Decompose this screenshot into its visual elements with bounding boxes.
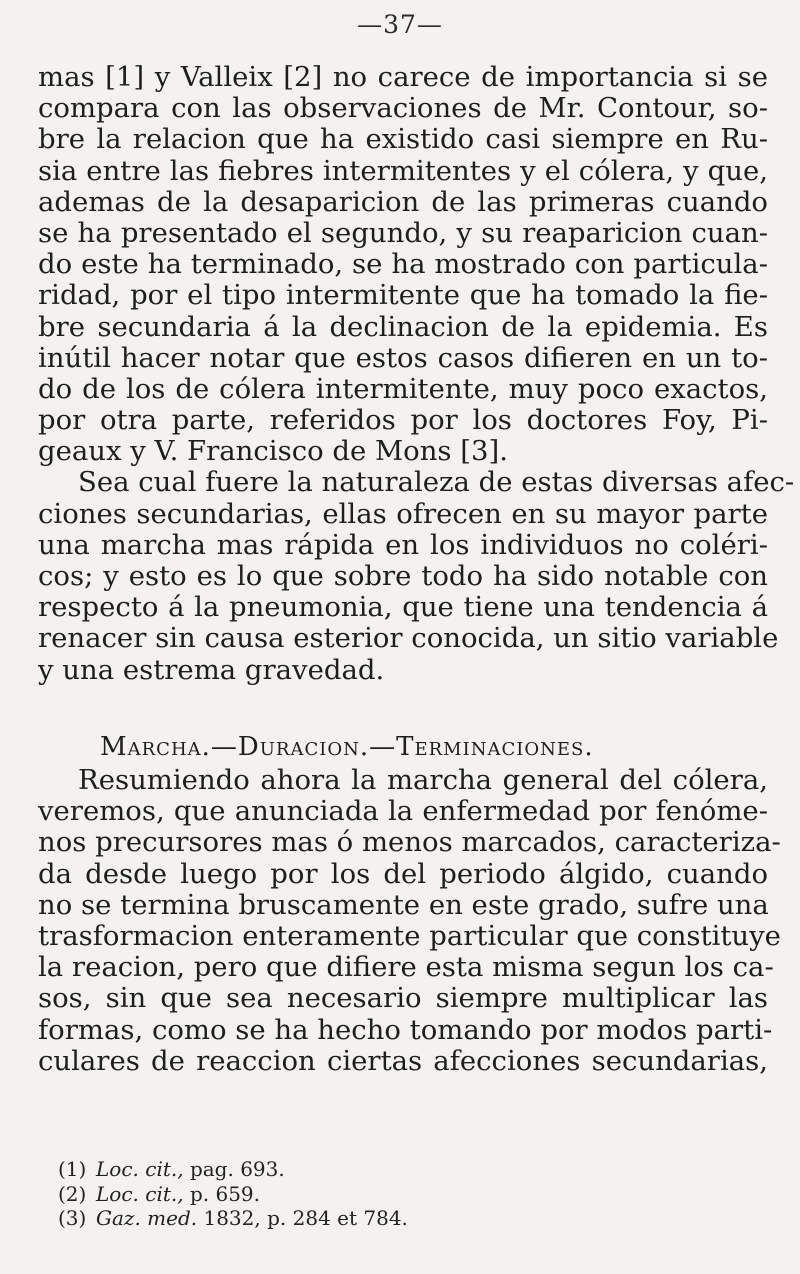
footnote-detail: 1832, p. 284 et 784.	[197, 1206, 408, 1230]
paragraph-3	[38, 764, 781, 1077]
footnote-number: (2)	[58, 1181, 87, 1206]
text-line: y una estrema gravedad.	[38, 653, 385, 686]
footnote	[58, 1206, 758, 1231]
text-line: compara con las observaciones de Mr. Contour, so-	[38, 92, 768, 125]
text-line: por otra parte, referidos por los doctores Foy, Pi-	[38, 404, 768, 437]
text-line: respecto á la pneumonia, que tiene una tendencia á	[38, 591, 768, 624]
text-line: bre la relacion que ha existido casi siempre en Ru-	[38, 123, 768, 156]
paragraph-1	[38, 62, 768, 467]
text-line: ademas de la desaparicion de las primeras cuando	[38, 185, 768, 218]
text-line: renacer sin causa esterior conocida, un sitio variable	[38, 622, 779, 655]
text-line: nos precursores mas ó menos marcados, caracteriza-	[38, 826, 781, 859]
text-line: Sea cual fuere la naturaleza de estas diversas afec-	[78, 466, 795, 499]
section-heading: Marcha.—Duracion.—Terminaciones.	[100, 732, 594, 762]
footnote-detail: p. 659.	[183, 1181, 260, 1206]
text-line: cos; y esto es lo que sobre todo ha sido notable con	[38, 560, 768, 592]
footnotes	[58, 1157, 758, 1231]
text-line: sos, sin que sea necesario siempre multiplicar las	[38, 982, 768, 1015]
text-line: mas [1] y Valleix [2] no carece de importancia si se	[38, 61, 768, 93]
text-line: ciones secundarias, ellas ofrecen en su mayor parte	[38, 497, 768, 530]
text-line: la reacion, pero que difiere esta misma segun los ca-	[38, 951, 774, 984]
text-line: culares de reaccion ciertas afecciones secundarias,	[38, 1044, 768, 1077]
main-text-block	[38, 61, 795, 686]
text-line: Resumiendo ahora la marcha general del cólera,	[78, 764, 768, 796]
text-line: inútil hacer notar que estos casos difieren en un to-	[38, 341, 768, 374]
footnote	[58, 1182, 758, 1207]
footnote-number: (3)	[58, 1206, 87, 1230]
text-line: ridad, por el tipo intermitente que ha tomado la fie-	[38, 279, 768, 312]
text-line: trasformacion enteramente particular que constituye	[38, 919, 781, 952]
text-line: formas, como se ha hecho tomando por modos parti-	[38, 1013, 773, 1046]
footnote-number: (1)	[58, 1157, 87, 1181]
text-line: una marcha mas rápida en los individuos no coléri-	[38, 528, 768, 561]
footnote-reference: Gaz. med.	[96, 1206, 198, 1230]
text-line: bre secundaria á la declinacion de la epidemia. Es	[38, 310, 768, 343]
text-line: do este ha terminado, se ha mostrado con particula-	[38, 248, 768, 281]
paragraph-2	[38, 466, 795, 686]
page-number: —37—	[357, 10, 443, 39]
footnote-reference: Loc. cit.,	[96, 1181, 184, 1206]
text-line: se ha presentado el segundo, y su reaparicion cuan-	[38, 216, 768, 249]
text-line: no se termina bruscamente en este grado, sufre una	[38, 888, 769, 921]
text-line: do de los de cólera intermitente, muy poco exactos,	[38, 372, 768, 405]
text-line: veremos, que anunciada la enfermedad por fenóme-	[38, 795, 768, 828]
footnote-reference: Loc. cit.,	[96, 1157, 184, 1181]
text-line: geaux y V. Francisco de Mons [3].	[38, 435, 508, 468]
footnote	[58, 1157, 758, 1182]
text-line: da desde luego por los del periodo álgido, cuando	[38, 857, 768, 890]
footnote-detail: pag. 693.	[183, 1157, 285, 1181]
text-line: sia entre las fiebres intermitentes y el cólera, y que,	[38, 154, 768, 187]
